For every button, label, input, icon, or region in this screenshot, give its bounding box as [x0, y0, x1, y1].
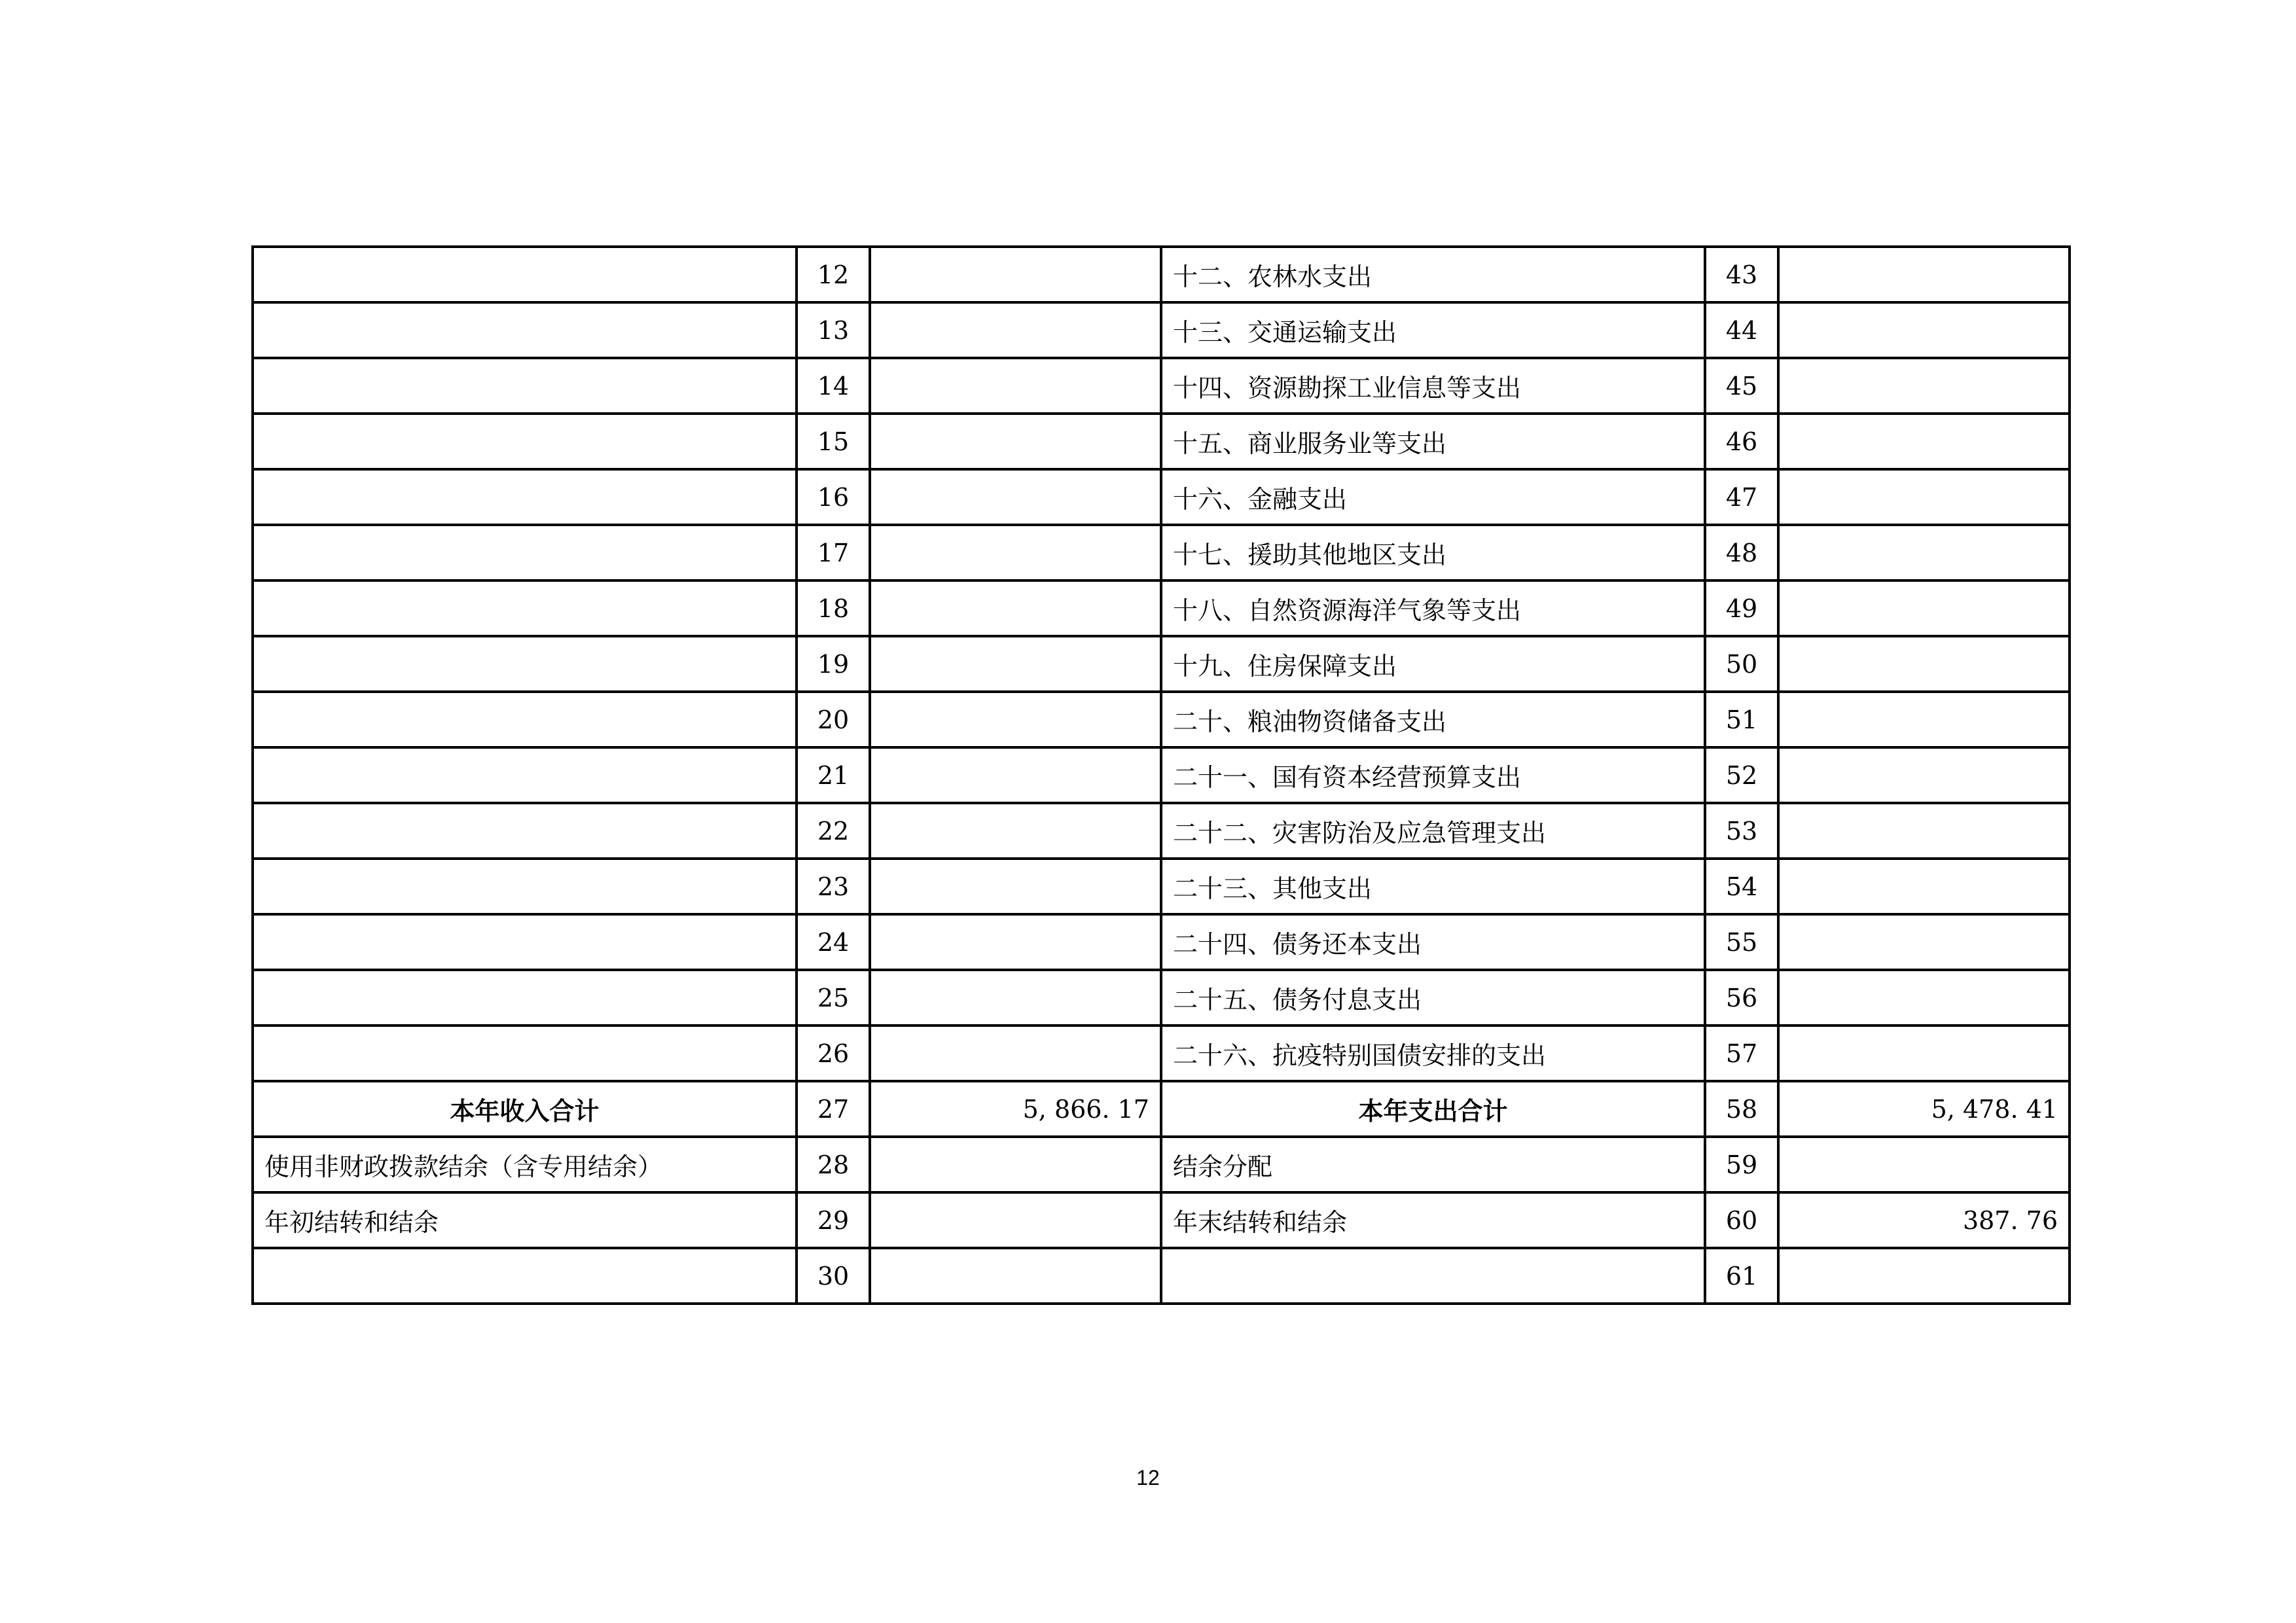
income-item-cell	[253, 859, 797, 914]
income-row-number-cell: 14	[797, 358, 870, 414]
table-row	[253, 1192, 2070, 1248]
income-item-cell	[253, 636, 797, 692]
expense-row-number-cell: 51	[1705, 692, 1778, 747]
income-row-number-cell: 29	[797, 1192, 870, 1248]
income-item-cell: 使用非财政拨款结余（含专用结余）	[253, 1137, 797, 1192]
expense-amount-cell	[1778, 859, 2070, 914]
table-row	[253, 525, 2070, 580]
expense-item-cell: 本年支出合计	[1161, 1081, 1705, 1137]
expense-row-number-cell: 60	[1705, 1192, 1778, 1248]
expense-amount-cell	[1778, 414, 2070, 469]
table-row	[253, 859, 2070, 914]
expense-amount-cell	[1778, 469, 2070, 525]
expense-item-cell: 十七、援助其他地区支出	[1161, 525, 1705, 580]
income-row-number-cell: 25	[797, 970, 870, 1026]
income-row-number-cell: 28	[797, 1137, 870, 1192]
expense-row-number-cell: 56	[1705, 970, 1778, 1026]
income-row-number-cell: 17	[797, 525, 870, 580]
income-item-cell	[253, 414, 797, 469]
table-row	[253, 1026, 2070, 1081]
expense-row-number-cell: 53	[1705, 803, 1778, 859]
expense-item-cell: 二十一、国有资本经营预算支出	[1161, 747, 1705, 803]
expense-amount-cell	[1778, 580, 2070, 636]
table-row	[253, 1248, 2070, 1304]
expense-row-number-cell: 59	[1705, 1137, 1778, 1192]
income-item-cell	[253, 1026, 797, 1081]
table-row-total	[253, 1081, 2070, 1137]
expense-row-number-cell: 61	[1705, 1248, 1778, 1304]
expense-item-cell: 二十四、债务还本支出	[1161, 914, 1705, 970]
income-item-cell	[253, 1248, 797, 1304]
income-amount-cell	[870, 1137, 1161, 1192]
table-row	[253, 970, 2070, 1026]
income-amount-cell	[870, 247, 1161, 302]
expense-row-number-cell: 47	[1705, 469, 1778, 525]
income-amount-cell	[870, 803, 1161, 859]
income-item-cell	[253, 302, 797, 358]
expense-item-cell: 十六、金融支出	[1161, 469, 1705, 525]
expense-row-number-cell: 46	[1705, 414, 1778, 469]
expense-amount-cell: 5, 478. 41	[1778, 1081, 2070, 1137]
expense-item-cell: 二十六、抗疫特别国债安排的支出	[1161, 1026, 1705, 1081]
expense-amount-cell	[1778, 247, 2070, 302]
income-item-cell	[253, 469, 797, 525]
income-row-number-cell: 12	[797, 247, 870, 302]
expense-item-cell	[1161, 1248, 1705, 1304]
income-item-cell: 年初结转和结余	[253, 1192, 797, 1248]
table-row	[253, 358, 2070, 414]
income-amount-cell	[870, 747, 1161, 803]
page-number: 12	[1136, 1466, 1160, 1489]
expense-row-number-cell: 54	[1705, 859, 1778, 914]
income-row-number-cell: 16	[797, 469, 870, 525]
income-amount-cell: 5, 866. 17	[870, 1081, 1161, 1137]
expense-row-number-cell: 55	[1705, 914, 1778, 970]
table-row	[253, 247, 2070, 302]
table-row	[253, 302, 2070, 358]
expense-amount-cell	[1778, 1137, 2070, 1192]
table-row	[253, 414, 2070, 469]
expense-row-number-cell: 49	[1705, 580, 1778, 636]
expense-row-number-cell: 45	[1705, 358, 1778, 414]
expense-item-cell: 十五、商业服务业等支出	[1161, 414, 1705, 469]
expense-item-cell: 二十二、灾害防治及应急管理支出	[1161, 803, 1705, 859]
income-amount-cell	[870, 1192, 1161, 1248]
table-body	[253, 247, 2070, 1304]
table-row	[253, 803, 2070, 859]
income-row-number-cell: 13	[797, 302, 870, 358]
income-item-cell	[253, 525, 797, 580]
expense-item-cell: 十四、资源勘探工业信息等支出	[1161, 358, 1705, 414]
income-row-number-cell: 18	[797, 580, 870, 636]
expense-item-cell: 二十五、债务付息支出	[1161, 970, 1705, 1026]
income-amount-cell	[870, 580, 1161, 636]
expense-row-number-cell: 52	[1705, 747, 1778, 803]
income-amount-cell	[870, 1248, 1161, 1304]
expense-item-cell: 二十、粮油物资储备支出	[1161, 692, 1705, 747]
expense-amount-cell	[1778, 747, 2070, 803]
expense-item-cell: 十三、交通运输支出	[1161, 302, 1705, 358]
expense-amount-cell	[1778, 914, 2070, 970]
income-row-number-cell: 22	[797, 803, 870, 859]
income-row-number-cell: 20	[797, 692, 870, 747]
expense-row-number-cell: 48	[1705, 525, 1778, 580]
income-amount-cell	[870, 414, 1161, 469]
income-item-cell	[253, 247, 797, 302]
table-row	[253, 692, 2070, 747]
income-item-cell	[253, 914, 797, 970]
income-item-cell	[253, 970, 797, 1026]
table-row	[253, 469, 2070, 525]
table-row	[253, 747, 2070, 803]
expense-row-number-cell: 44	[1705, 302, 1778, 358]
expense-item-cell: 十二、农林水支出	[1161, 247, 1705, 302]
expense-item-cell: 结余分配	[1161, 1137, 1705, 1192]
expense-item-cell: 十八、自然资源海洋气象等支出	[1161, 580, 1705, 636]
expense-item-cell: 二十三、其他支出	[1161, 859, 1705, 914]
income-amount-cell	[870, 914, 1161, 970]
expense-row-number-cell: 50	[1705, 636, 1778, 692]
expense-amount-cell	[1778, 302, 2070, 358]
income-item-cell	[253, 358, 797, 414]
income-row-number-cell: 30	[797, 1248, 870, 1304]
income-amount-cell	[870, 469, 1161, 525]
income-amount-cell	[870, 358, 1161, 414]
expense-amount-cell	[1778, 525, 2070, 580]
income-row-number-cell: 23	[797, 859, 870, 914]
income-item-cell	[253, 747, 797, 803]
expense-amount-cell: 387. 76	[1778, 1192, 2070, 1248]
expense-amount-cell	[1778, 970, 2070, 1026]
income-amount-cell	[870, 636, 1161, 692]
income-amount-cell	[870, 1026, 1161, 1081]
income-row-number-cell: 15	[797, 414, 870, 469]
income-item-cell	[253, 692, 797, 747]
income-amount-cell	[870, 970, 1161, 1026]
expense-item-cell: 年末结转和结余	[1161, 1192, 1705, 1248]
expense-amount-cell	[1778, 1026, 2070, 1081]
income-row-number-cell: 24	[797, 914, 870, 970]
expense-row-number-cell: 57	[1705, 1026, 1778, 1081]
expense-row-number-cell: 43	[1705, 247, 1778, 302]
budget-table	[251, 245, 2071, 1305]
income-row-number-cell: 21	[797, 747, 870, 803]
expense-amount-cell	[1778, 1248, 2070, 1304]
expense-amount-cell	[1778, 636, 2070, 692]
income-amount-cell	[870, 525, 1161, 580]
expense-amount-cell	[1778, 692, 2070, 747]
income-item-cell	[253, 580, 797, 636]
income-amount-cell	[870, 302, 1161, 358]
table-row	[253, 1137, 2070, 1192]
income-amount-cell	[870, 859, 1161, 914]
income-row-number-cell: 26	[797, 1026, 870, 1081]
table-row	[253, 914, 2070, 970]
expense-amount-cell	[1778, 358, 2070, 414]
income-row-number-cell: 19	[797, 636, 870, 692]
income-row-number-cell: 27	[797, 1081, 870, 1137]
table-row	[253, 580, 2070, 636]
expense-row-number-cell: 58	[1705, 1081, 1778, 1137]
table-row	[253, 636, 2070, 692]
income-amount-cell	[870, 692, 1161, 747]
income-item-cell: 本年收入合计	[253, 1081, 797, 1137]
income-item-cell	[253, 803, 797, 859]
expense-item-cell: 十九、住房保障支出	[1161, 636, 1705, 692]
expense-amount-cell	[1778, 803, 2070, 859]
